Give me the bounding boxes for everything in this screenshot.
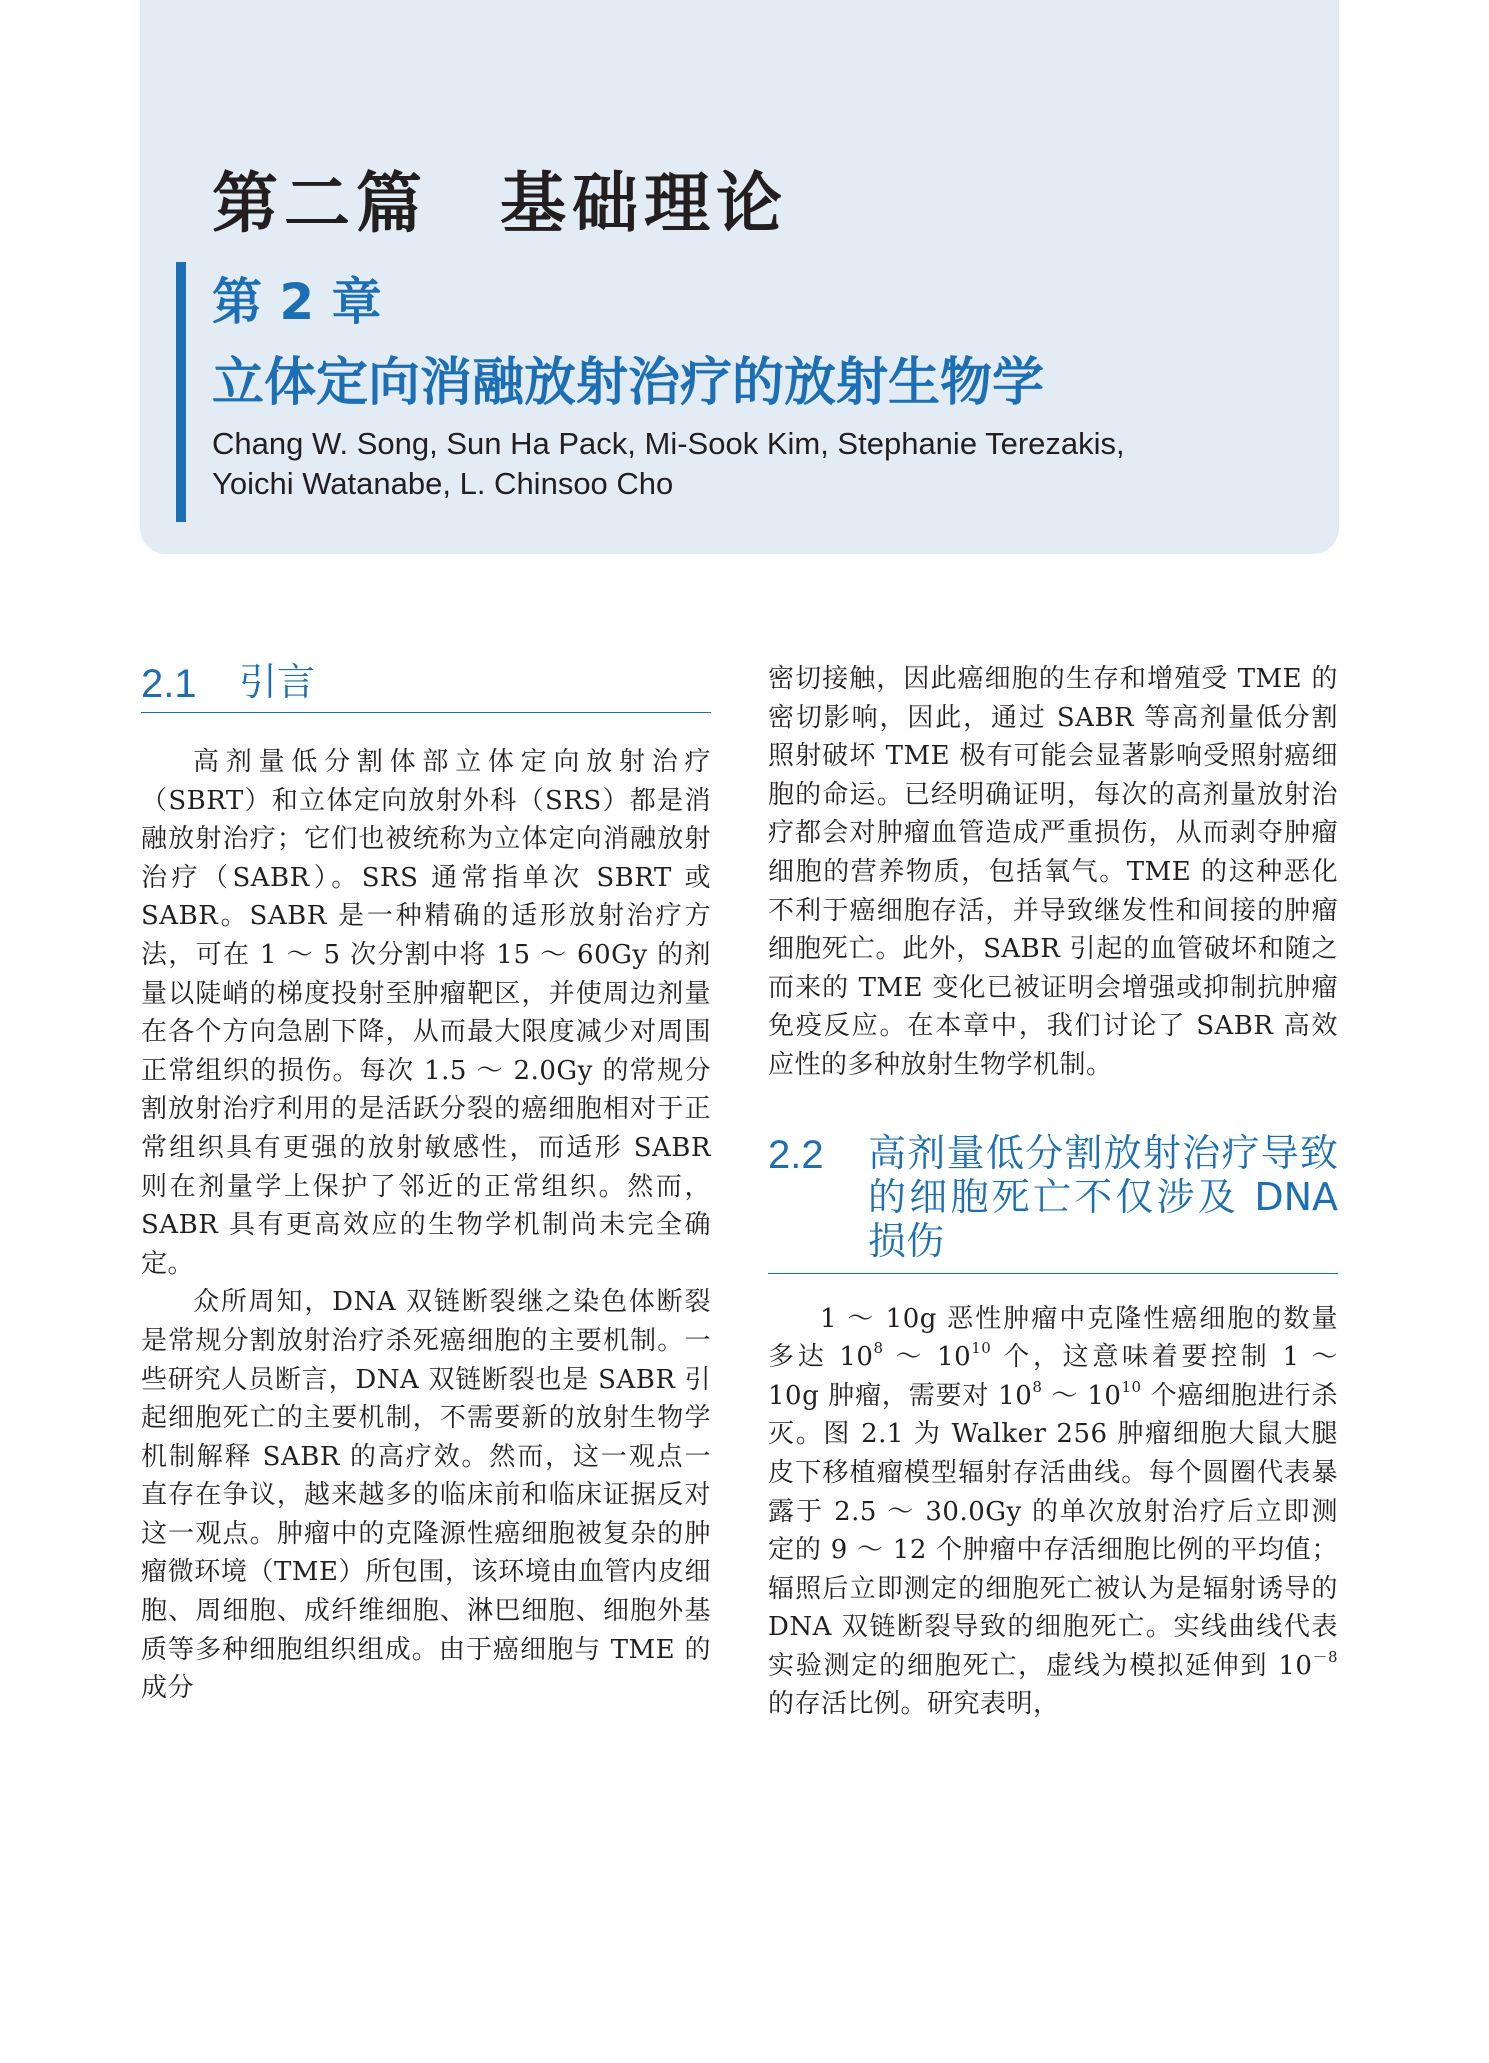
- left-column: [141, 660, 711, 1708]
- author-line: Yoichi Watanabe, L. Chinsoo Cho: [212, 466, 674, 501]
- section-number: 2.2: [768, 1132, 824, 1177]
- chapter-label: 第 2 章: [212, 273, 382, 331]
- superscript: 10: [1121, 1377, 1142, 1396]
- chapter-title: 立体定向消融放射治疗的放射生物学: [212, 353, 1045, 413]
- body-paragraph: [768, 1300, 1338, 1725]
- right-column: [768, 660, 1338, 1724]
- paragraph-text: 的存活比例。研究表明，: [768, 1689, 1060, 1720]
- superscript: 10: [971, 1339, 992, 1358]
- body-paragraph: 众所周知，DNA 双链断裂继之染色体断裂是常规分割放射治疗杀死癌细胞的主要机制。一些研究人员断言，DNA 双链断裂也是 SABR 引起细胞死亡的主要机制，不需要新的放射生物学机制解释 SABR 的高疗效。然而，这一观点一直存在争议，越来越多的临床前和临床证据反对这一观点。肿瘤中的克隆源性癌细胞被复杂的肿瘤微环境（TME）所包围，该环境由血管内皮细胞、周细胞、成纤维细胞、淋巴细胞、细胞外基质等多种细胞组织组成。由于癌细胞与 TME 的成分: [141, 1287, 711, 1704]
- author-line: Chang W. Song, Sun Ha Pack, Mi-Sook Kim, Stephanie Terezakis,: [212, 426, 1125, 461]
- chapter-accent-bar: [176, 262, 186, 522]
- part-title: 第二篇 基础理论: [212, 165, 788, 242]
- paragraph-text: ～ 10: [883, 1342, 972, 1373]
- body-paragraph: 高剂量低分割体部立体定向放射治疗（SBRT）和立体定向放射外科（SRS）都是消融放射治疗；它们也被统称为立体定向消融放射治疗（SABR）。SRS 通常指单次 SBRT 或 SABR。SABR 是一种精确的适形放射治疗方法，可在 1 ～ 5 次分割中将 15 ～ 60Gy 的剂量以陡峭的梯度投射至肿瘤靶区，并使周边剂量在各个方向急剧下降，从而最大限度减少对周围正常组织的损伤。每次 1.5 ～ 2.0Gy 的常规分割放射治疗利用的是活跃分裂的癌细胞相对于正常组织具有更强的放射敏感性，而适形 SABR 则在剂量学上保护了邻近的正常组织。然而，SABR 具有更高效应的生物学机制尚未完全确定。: [141, 747, 711, 1279]
- section-heading: [141, 660, 711, 713]
- paragraph-text: 1 ～ 10g 恶性肿瘤中克隆性癌细胞的数量多达 10: [768, 1303, 1338, 1373]
- superscript: 8: [873, 1339, 884, 1358]
- section-number: 2.1: [141, 662, 197, 706]
- paragraph-text: 个，这意味着要控制 1 ～ 10g 肿瘤，需要对 10: [768, 1342, 1338, 1411]
- paragraph-text: ～ 10: [1042, 1380, 1122, 1411]
- superscript: 8: [1032, 1377, 1043, 1396]
- superscript: －8: [1312, 1647, 1338, 1666]
- body-paragraph: 密切接触，因此癌细胞的生存和增殖受 TME 的密切影响，因此，通过 SABR 等高剂量低分割照射破坏 TME 极有可能会显著影响受照射癌细胞的命运。已经明确证明，每次的高剂量放射治疗都会对肿瘤血管造成严重损伤，从而剥夺肿瘤细胞的营养物质，包括氧气。TME 的这种恶化不利于癌细胞存活，并导致继发性和间接的肿瘤细胞死亡。此外，SABR 引起的血管破坏和随之而来的 TME 变化已被证明会增强或抑制抗肿瘤免疫反应。在本章中，我们讨论了 SABR 高效应性的多种放射生物学机制。: [768, 664, 1338, 1080]
- paragraph-text: 个癌细胞进行杀灭。图 2.1 为 Walker 256 肿瘤细胞大鼠大腿皮下移植瘤模型辐射存活曲线。每个圆圈代表暴露于 2.5 ～ 30.0Gy 的单次放射治疗后立即测定的 9 ～ 12 个肿瘤中存活细胞比例的平均值；辐照后立即测定的细胞死亡被认为是辐射诱导的 DNA 双链断裂导致的细胞死亡。实线曲线代表实验测定的细胞死亡，虚线为模拟延伸到 10: [768, 1380, 1338, 1681]
- section-title: 高剂量低分割放射治疗导致的细胞死亡不仅涉及 DNA 损伤: [868, 1130, 1338, 1263]
- section-title: 引言: [239, 660, 316, 704]
- author-list: [212, 424, 1312, 504]
- section-heading: [768, 1131, 1338, 1274]
